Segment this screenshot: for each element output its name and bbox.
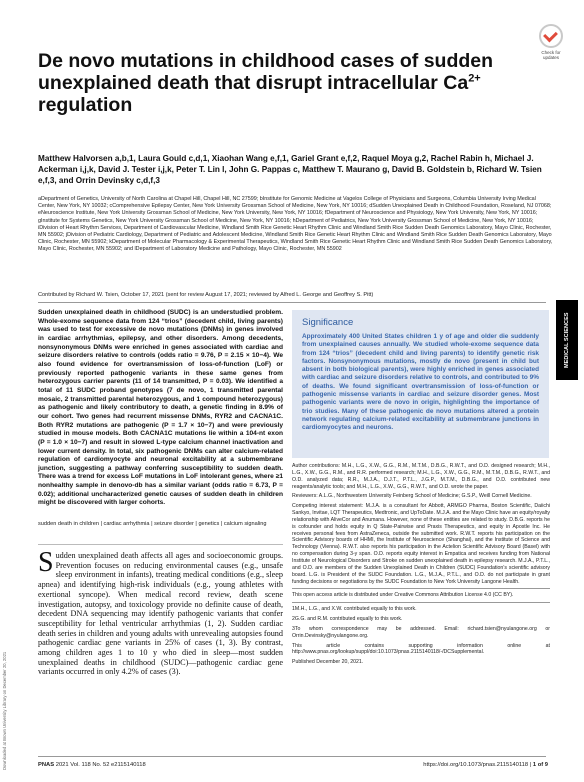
footer-citation (38, 762, 146, 768)
supporting-info: This article contains supporting information online at http://www.pnas.org/lookup/suppl/doi:10.1073/pnas.2115140118/-/DCSupplemental. (292, 642, 550, 656)
body-paragraph: udden unexplained death affects all ages and socioeconomic groups. Prevention focuses on reducing environmental causes (e.g., unsafe sleep environment in infants), treating medical conditions (e.g., sleep apnea) and identifying high-risk individuals (e.g., young athletes with exertional syncope). When medical record review, death scene investigation, autopsy, and toxicology provide no definite cause of death, decedent DNA sequencing may identify pathogenic variants that confer susceptibility for lethal ventricular arrhythmias (1, 2). Sudden cardiac death series in children and young adults with unrevealing autopsies found pathogenic cardiac gene variants in 25% of cases (1, 3). By contrast, among children ages 1 to 10 y who died in sleep—most sudden unexplained deaths in childhood (SUDC)—pathogenic cardiac gene variants occurred in only 4.2% of cases (3). (38, 551, 283, 677)
affiliations: aDepartment of Genetics, University of North Carolina at Chapel Hill, Chapel Hill, NC 27599; bInstitute for Genomic Medicine at Vagelos College of Physicians and Surgeons, Columbia University Irving Medical Center, New York, NY 10032; cComprehensive Epilepsy Center, New York University Grossman School of Medicine, New York, NY 10016; dSudden Unexplained Death in Childhood Foundation, Roseland, NJ 07068; eNeuroscience Institute, New York University Grossman School of Medicine, New York University, New York, NY 10016; fDepartment of Neuroscience and Physiology, New York University, New York, NY 10016; gInstitute for Systems Genetics, New York University Grossman School of Medicine, New York, NY 10016; hDepartment of Pediatrics, New York University Grossman School of Medicine, New York, NY 10016; iDivision of Heart Rhythm Services, Department of Cardiovascular Medicine, Windland Smith Rice Genetic Heart Rhythm Clinic and Windland Smith Rice Sudden Death Genomics Laboratory, Mayo Clinic, Rochester, MN 55902; jDivision of Pediatric Cardiology, Department of Pediatric and Adolescent Medicine, Windland Smith Rice Genetic Heart Rhythm Clinic and Windland Smith Rice Sudden Death Genomics Laboratory, Mayo Clinic, Rochester, MN 55902; kDepartment of Molecular Pharmacology & Experimental Therapeutics, Windland Smith Rice Genetic Heart Rhythm Clinic and Windland Smith Rice Sudden Death Genomics Laboratory, Mayo Clinic, Rochester, MN 55902; and lDepartment of Laboratory Medicine and Pathology, Mayo Clinic, Rochester, MN 55902 (38, 196, 553, 253)
body-text (38, 547, 283, 677)
keywords: sudden death in children | cardiac arrhythmia | seizure disorder | genetics | calcium signaling (38, 521, 267, 527)
license-note: This open access article is distributed under Creative Commons Attribution License 4.0 (CC BY). (292, 592, 514, 599)
published-date: Published December 20, 2021. (292, 659, 364, 666)
notes-divider (292, 602, 550, 603)
abstract: Sudden unexplained death in childhood (SUDC) is an understudied problem. Whole-exome sequence data from 124 “trios” (decedent child, living parents) was used to test for excessive de novo mutations (DNMs) in genes involved in cardiac arrhythmias, epilepsy, and other disorders. Among decedents, nonsynonymous DNMs were enriched in genes associated with cardiac and seizure disorders relative to controls (odds ratio = 9.76, P = 2.15 × 10−4). We also found evidence for overtransmission of loss-of-function (LoF) or previously reported pathogenic variants in these same genes from heterozygous carrier parents (11 of 14 transmitted, P = 0.03). We identified a total of 11 SUDC proband genotypes (7 de novo, 1 transmitted parental mosaic, 2 transmitted parental heterozygous, and 1 compound heterozygous) as pathogenic and likely contributory to death, a genetic finding in 8.9% of our cohort. Two genes had recurrent missense DNMs, RYR2 and CACNA1C. Both RYR2 mutations are pathogenic (P = 1.7 × 10−7) and were previously studied in mouse models. Both CACNA1C mutations lie within a 104-nt exon (P = 1.0 × 10−7) and result in slowed L-type calcium channel inactivation and lower current density. In total, six pathogenic DNMs can alter calcium-related regulation of cardiomyocyte and neuronal excitability at a submembrane junction, suggesting a pathway conferring susceptibility to sudden death. There was a trend for excess LoF mutations in LoF intolerant genes, where ≥1 nonhealthy sample in denovo-db has a similar variant (odds ratio = 6.73, P = 0.02); additional uncharacterized genetic causes of sudden death in children might be discovered with larger cohorts. (38, 309, 283, 507)
keywords-divider (38, 544, 283, 545)
updates-label: Check for updates (541, 50, 561, 60)
page-number: 1 of 9 (532, 762, 548, 768)
dropcap: S (38, 547, 54, 578)
section-tab (556, 300, 578, 380)
reviewers-note: Reviewers: A.L.G., Northwestern University Feinberg School of Medicine; G.S.P., Weill Cornell Medicine. (292, 493, 532, 500)
title-end: regulation (38, 94, 133, 116)
journal-name: PNAS (38, 762, 55, 768)
header-divider (38, 302, 546, 303)
section-label: MEDICAL SCIENCES (564, 312, 570, 368)
significance-text: Approximately 400 United States children 1 y of age and older die suddenly from unexplained causes annually. We studied whole-exome sequence data from 124 “trios” (decedent child and living parents) to identify genetic risk factors. Nonsynonymous mutations, mostly de novo (present in child but absent in both biological parents), were highly enriched in genes associated with cardiac and seizure disorders relative to controls, and contributed to 9% of deaths. We found significant overtransmission of loss-of-function or pathogenic missense variants in cardiac and seizure disorder genes. Most pathogenic variants were de novo in origin, highlighting the importance of trio studies. Many of these pathogenic de novo mutations altered a protein network regulating calcium-related excitability at submembrane junctions in cardiomyocytes and neurons. (302, 333, 539, 432)
author-list: Matthew Halvorsen a,b,1, Laura Gould c,d,1, Xiaohan Wang e,f,1, Gariel Grant e,f,2, Raquel Moya g,2, Rachel Rabin h, Michael J. Ackerman i,j,k, David J. Tester i,j,k, Peter T. Lin l, John G. Pappas c, Matthew T. Maurano g, David B. Goldstein b, Richard W. Tsien e,f,3, and Orrin Devinsky c,d,f,3 (38, 154, 542, 185)
footer-doi: https://doi.org/10.1073/pnas.2115140118 | 1 of 9 (423, 762, 548, 768)
title-formula-base: Ca (443, 72, 469, 94)
footer-divider (38, 756, 546, 757)
check-for-updates-badge[interactable] (534, 24, 568, 62)
author-contributions: Author contributions: M.H., L.G., X.W., G.G., R.M., M.T.M., D.B.G., R.W.T., and O.D. designed research; M.H., L.G., X.W., G.G., R.M., and R.R. performed research; M.H., L.G., X.W., G.G., R.M., M.T.M., D.B.G., R.W.T., and O.D. analyzed data; R.R., M.J.A., D.J.T., P.T.L., J.G.P., M.T.M., D.B.G., and O.D. contributed new reagents/analytic tools; and M.H., L.G., X.W., G.G., R.W.T., and O.D. wrote the paper. (292, 463, 550, 490)
footnote-2: 2G.G. and R.M. contributed equally to this work. (292, 616, 403, 623)
footnote-1: 1M.H., L.G., and X.W. contributed equally to this work. (292, 606, 417, 613)
competing-interests: Competing interest statement: M.J.A. is a consultant for Abbott, ARMGO Pharma, Boston Scientific, Daiichi Sankyo, Invitae, LQT Therapeutics, Medtronic, and UpToDate. M.J.A. and the Mayo Clinic have an equity/royalty relationship with AliveCor and Anumana. However, none of these entities are related to study. D.B.G. reports he is cofounder and holds equity in Q State-Pairwise and Praxis Therapeutics, and equity in Apostle Inc. He receives personal fees from AstraZeneca, outside the submitted work. R.W.T. reports his participation on the Scientific Advisory boards of HHMI, the Institute of Neuroscience (Shanghai), and the Institute of Science and Technology (Vienna). R.W.T. also reports his participation in the Actelion Scientific Advisory Board (Basel) with no compensation during 3-y span. O.D. reports equity interest in Empatica and receives funding from National Institute of Neurological Disorders and Stroke on sudden unexplained death in epilepsy research. M.J.A., P.T.L., and O.D. are members of the Sudden Unexplained Death in Children (SUDC) Foundation’s scientific advisory board. L.G. is President of the SUDC Foundation. L.G., M.J.A., P.T.L., and O.D. do not participate in grant funding decisions or negotiations by the SUDC Foundation to New York University Langone Health. (292, 503, 550, 585)
download-side-note: Downloaded at Brown University Library on December 20, 2021 (2, 651, 7, 770)
significance-box (292, 310, 549, 458)
article-title (38, 50, 538, 116)
doi-link[interactable]: https://doi.org/10.1073/pnas.2115140118 (423, 762, 529, 768)
citation-text: 2021 Vol. 118 No. 52 e2115140118 (55, 762, 146, 768)
contributed-line: Contributed by Richard W. Tsien, October 17, 2021 (sent for review August 17, 2021; reviewed by Alfred L. George and Geoffrey S. Pitt) (38, 292, 374, 298)
title-formula-sup: 2+ (468, 72, 481, 85)
footnote-3: 3To whom correspondence may be addressed. Email: richard.tsien@nyulangone.org or Orrin.Devinsky@nyulangone.org. (292, 625, 550, 639)
article-notes (292, 463, 550, 669)
significance-title: Significance (302, 317, 354, 328)
title-main: De novo mutations in childhood cases of sudden unexplained death that disrupt intracellular (38, 50, 494, 94)
notes-divider (292, 588, 550, 589)
updates-icon (539, 24, 563, 48)
